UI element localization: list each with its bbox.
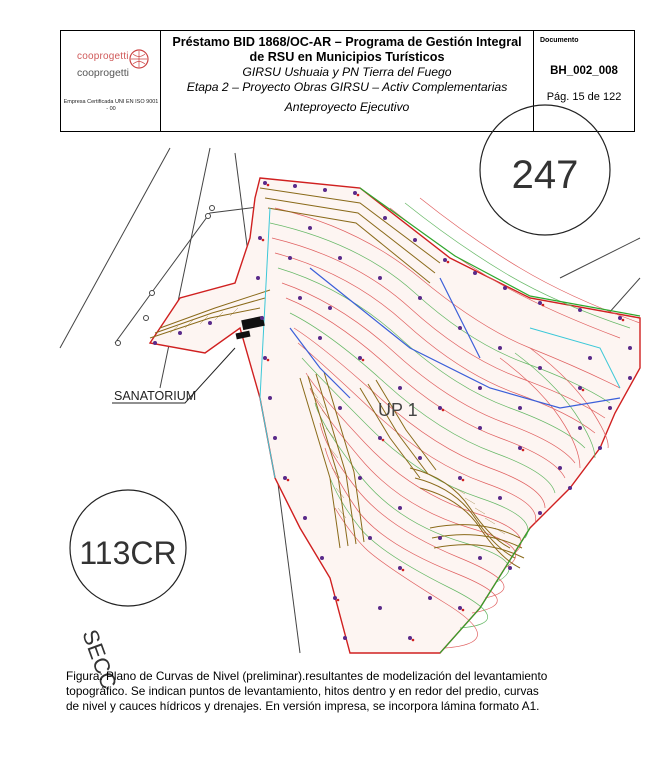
caption-line-3: de nivel y cauces hídricos y drenajes. En versión impresa, se incorpora lámina formato A1. xyxy=(66,699,540,713)
circle-label-top: 247 xyxy=(511,153,579,197)
logo-certification: Empresa Certificada UNI EN ISO 9001 - 00 xyxy=(63,99,159,112)
caption-line-1: Figura: Plano de Curvas de Nivel (preliminar).resultantes de modelización del levantamiento xyxy=(66,669,548,683)
title-line-2: de RSU en Municipios Turísticos xyxy=(249,50,445,64)
figure-caption xyxy=(66,669,636,714)
subtitle-line-1: GIRSU Ushuaia y PN Tierra del Fuego xyxy=(242,65,452,79)
circle-113cr xyxy=(70,490,186,606)
logo-brand-top: cooprogetti xyxy=(77,51,129,62)
caption-line-2: topográfico. Se indican puntos de levantamiento, hitos dentro y en redor del predio, curvas xyxy=(66,684,539,698)
sanatorium-label-group xyxy=(112,348,235,403)
logo-brand-bottom: cooprogetti xyxy=(77,67,129,79)
subtitle-line-3: Anteproyecto Ejecutivo xyxy=(284,100,410,114)
circle-label-left: 113CR xyxy=(79,535,177,571)
subtitle-line-2: Etapa 2 – Proyecto Obras GIRSU – Activ Complementarias xyxy=(186,80,508,94)
document-header xyxy=(60,30,635,132)
page-number: Pág. 15 de 122 xyxy=(546,91,622,103)
document-code: BH_002_008 xyxy=(550,65,618,77)
logo-cell xyxy=(61,31,161,131)
label-sanatorium: SANATORIUM xyxy=(114,389,197,403)
label-secc: SECC xyxy=(77,626,122,693)
document-label: Documento xyxy=(540,37,579,44)
title-cell xyxy=(161,31,534,131)
label-center: UP 1 xyxy=(378,400,418,420)
title-line-1: Préstamo BID 1868/OC-AR – Programa de Gestión Integral xyxy=(172,35,522,49)
document-info-cell xyxy=(534,31,634,131)
